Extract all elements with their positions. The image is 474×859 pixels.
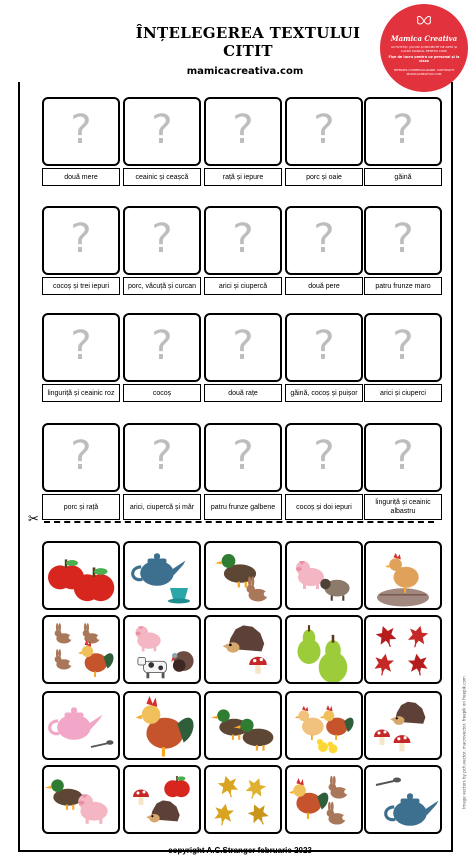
answer-box[interactable] [364,423,442,492]
answer-box[interactable] [204,206,282,275]
two-ducks-illustration [206,693,280,758]
picture-card-duck-and-rabbit[interactable] [204,541,282,610]
answer-label: două mere [42,168,120,186]
hen-rooster-chick-illustration [287,693,361,758]
copyright-footer: copyright A.C.Stranger februarie 2023 [168,846,312,855]
side-credit: Image vectors by pch.vector, macrovector, freepik on freepik.com [461,676,467,809]
question-mark: ? [313,107,335,153]
picture-card-spoon-and-blue-teapot[interactable] [364,765,442,834]
picture-card-teapot-and-cup[interactable] [123,541,201,610]
picture-card-hedgehog-and-mushroom[interactable] [204,615,282,684]
hen-in-nest-illustration [366,543,440,608]
answer-box[interactable] [204,97,282,166]
hedgehog-and-mushroom-illustration [206,617,280,682]
question-mark: ? [313,433,335,479]
question-mark: ? [232,433,254,479]
mushroom-hedgehog-apple-illustration [125,767,199,832]
page-title: ÎNȚELEGEREA TEXTULUI CITIT [135,24,361,60]
picture-card-hen-rooster-chick[interactable] [285,691,363,760]
question-mark: ? [392,323,414,369]
question-mark: ? [392,107,414,153]
picture-card-pig-and-sheep[interactable] [285,541,363,610]
pig-cow-turkey-illustration [125,617,199,682]
answer-box[interactable] [42,423,120,492]
picture-card-two-ducks[interactable] [204,691,282,760]
answer-label: porc și oaie [285,168,363,186]
question-mark: ? [70,216,92,262]
answer-label: patru frunze maro [364,277,442,295]
site-url: mamicacreativa.com [186,66,304,77]
answer-label: găină, cocoș și puișor [285,384,363,402]
answer-label: găină [364,168,442,186]
question-mark: ? [70,433,92,479]
rooster-illustration [125,693,199,758]
answer-box[interactable] [364,97,442,166]
answer-box[interactable] [364,313,442,382]
answer-label: două rațe [204,384,282,402]
answer-box[interactable] [285,97,363,166]
logo-tagline: ACTIVITĂȚI, JOCURI ȘI PROIECTE DE ARTĂ ȘI LUCRU MANUAL PENTRU COPII [391,45,457,53]
answer-label: cocoș și trei iepuri [42,277,120,295]
rooster-and-three-rabbits-illustration [44,617,118,682]
answer-box[interactable] [42,97,120,166]
answer-box[interactable] [123,206,201,275]
four-red-leaves-illustration [366,617,440,682]
picture-card-hen-in-nest[interactable] [364,541,442,610]
picture-card-two-apples[interactable] [42,541,120,610]
answer-label: linguriță și ceainic albastru [364,494,442,520]
brand-logo [380,4,468,92]
spoon-and-blue-teapot-illustration [366,767,440,832]
logo-brand: Mamica Creativa [390,34,458,43]
answer-box[interactable] [42,313,120,382]
question-mark: ? [70,107,92,153]
answer-box[interactable] [204,423,282,492]
answer-label: cocoș și doi iepuri [285,494,363,520]
picture-card-pig-cow-turkey[interactable] [123,615,201,684]
question-mark: ? [392,433,414,479]
answer-label: rață și iepure [204,168,282,186]
answer-label: arici și ciupercă [204,277,282,295]
hedgehog-and-mushrooms-illustration [366,693,440,758]
question-mark: ? [151,323,173,369]
duck-and-rabbit-illustration [206,543,280,608]
question-mark: ? [151,107,173,153]
question-mark: ? [232,216,254,262]
pink-teapot-and-spoon-illustration [44,693,118,758]
question-mark: ? [151,433,173,479]
answer-label: ceainic și ceașcă [123,168,201,186]
answer-box[interactable] [285,206,363,275]
answer-box[interactable] [285,313,363,382]
answer-box[interactable] [364,206,442,275]
pig-and-sheep-illustration [287,543,361,608]
question-mark: ? [232,323,254,369]
answer-label: porc, văcuță și curcan [123,277,201,295]
answer-label: arici și ciuperci [364,384,442,402]
answer-box[interactable] [204,313,282,382]
answer-box[interactable] [42,206,120,275]
answer-label: porc și rață [42,494,120,520]
picture-card-mushroom-hedgehog-apple[interactable] [123,765,201,834]
question-mark: ? [392,216,414,262]
picture-card-rooster-and-three-rabbits[interactable] [42,615,120,684]
two-apples-illustration [44,543,118,608]
logo-notice: INTERZIS COMERCIALIZARE. COPYRIGHT MAMICACREATIVA.COM [393,68,455,76]
picture-card-hedgehog-and-mushrooms[interactable] [364,691,442,760]
answer-label: patru frunze galbene [204,494,282,520]
two-pears-illustration [287,617,361,682]
logo-subtitle: Fișe de lucru pentru uz personal și la clasa [388,55,460,63]
rooster-and-two-rabbits-illustration [287,767,361,832]
question-mark: ? [70,323,92,369]
question-mark: ? [232,107,254,153]
cut-line [44,521,434,523]
picture-card-rooster[interactable] [123,691,201,760]
teapot-and-cup-illustration [125,543,199,608]
duck-and-pig-illustration [44,767,118,832]
picture-card-four-red-leaves[interactable] [364,615,442,684]
answer-box[interactable] [123,313,201,382]
answer-box[interactable] [123,97,201,166]
answer-box[interactable] [285,423,363,492]
question-mark: ? [151,216,173,262]
picture-card-rooster-and-two-rabbits[interactable] [285,765,363,834]
question-mark: ? [313,323,335,369]
picture-card-four-yellow-leaves[interactable] [204,765,282,834]
four-yellow-leaves-illustration [206,767,280,832]
question-mark: ? [313,216,335,262]
picture-card-duck-and-pig[interactable] [42,765,120,834]
scissors-icon: ✂ [28,512,39,527]
answer-label: arici, ciupercă și măr [123,494,201,520]
answer-box[interactable] [123,423,201,492]
answer-label: linguriță și ceainic roz [42,384,120,402]
picture-card-two-pears[interactable] [285,615,363,684]
answer-label: două pere [285,277,363,295]
picture-card-pink-teapot-and-spoon[interactable] [42,691,120,760]
answer-label: cocoș [123,384,201,402]
butterfly-icon [416,14,432,28]
